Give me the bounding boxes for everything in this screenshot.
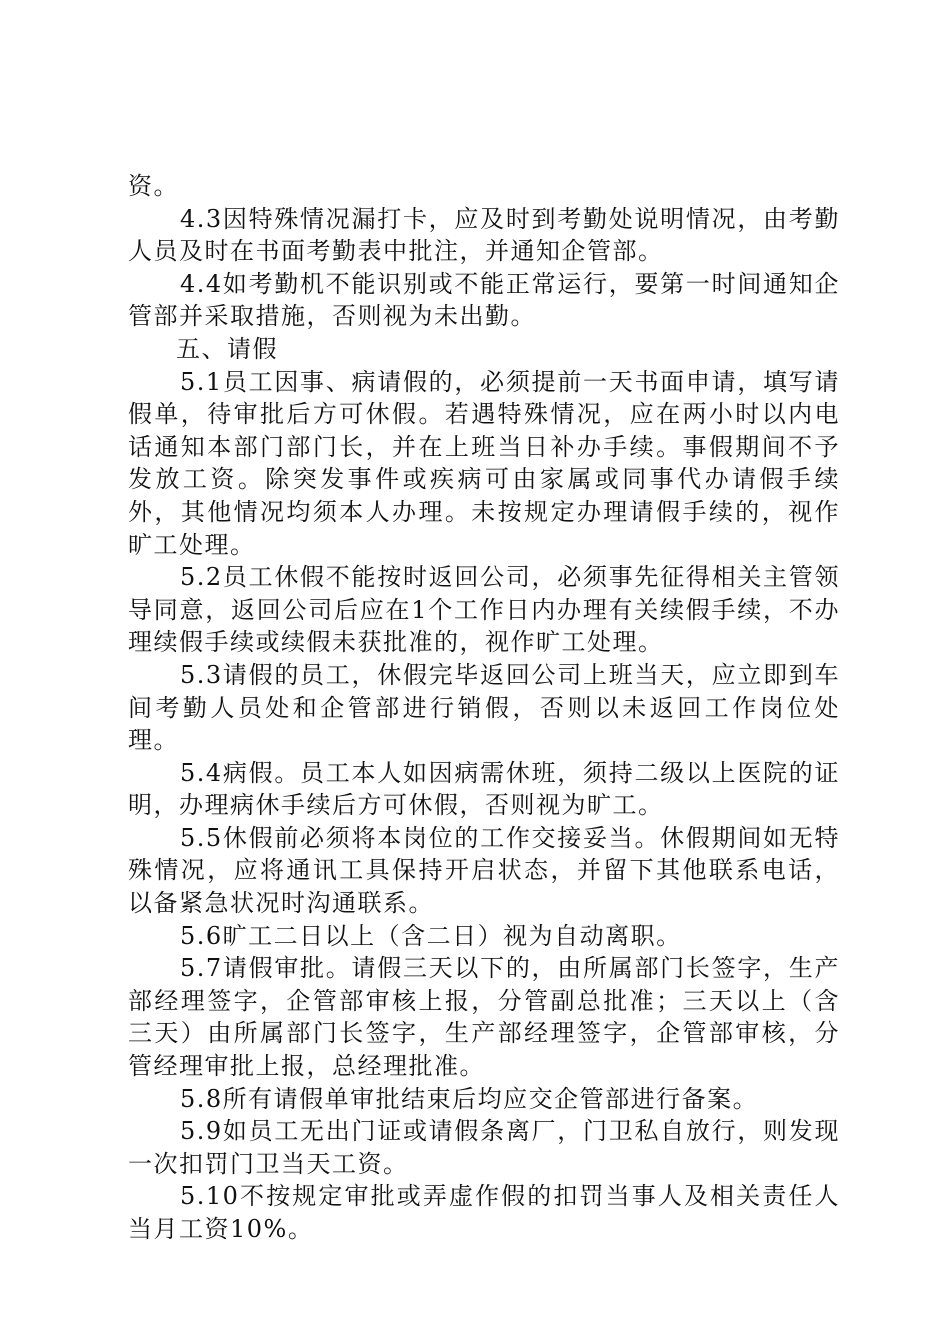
paragraph-5-8: 5.8所有请假单审批结束后均应交企管部进行备案。 (180, 1084, 759, 1113)
paragraph-5-4: 5.4病假。员工本人如因病需休班，须持二级以上医院的证明，办理病休手续后方可休假，否则视为旷工。 (128, 758, 840, 820)
paragraph-5-10: 5.10不按规定审批或弄虚作假的扣罚当事人及相关责任人当月工资10%。 (128, 1182, 840, 1243)
paragraph-5-7: 5.7请假审批。请假三天以下的，由所属部门长签字，生产部经理签字，企管部审核上报，分管副总批准；三天以上（含三天）由所属部门长签字，生产部经理签字，企管部审核，分管经理审批上报，总经理批准。 (128, 954, 840, 1081)
paragraph-continuation: 资。 (128, 172, 179, 200)
paragraph-5-5: 5.5休假前必须将本岗位的工作交接妥当。休假期间如无特殊情况，应将通讯工具保持开启状态，并留下其他联系电话，以备紧急状况时沟通联系。 (128, 823, 840, 918)
section-heading-leave: 五、请假 (176, 334, 278, 363)
paragraph-5-2: 5.2员工休假不能按时返回公司，必须事先征得相关主管领导同意，返回公司后应在1个工作日内办理有关续假手续，不办理续假手续或续假未获批准的，视作旷工处理。 (128, 563, 840, 657)
document-body (128, 170, 840, 1246)
paragraph-5-9: 5.9如员工无出门证或请假条离厂，门卫私自放行，则发现一次扣罚门卫当天工资。 (128, 1117, 840, 1178)
paragraph-5-3: 5.3请假的员工，休假完毕返回公司上班当天，应立即到车间考勤人员处和企管部进行销假，否则以未返回工作岗位处理。 (128, 660, 840, 755)
paragraph-5-6: 5.6旷工二日以上（含二日）视为自动离职。 (180, 921, 682, 950)
paragraph-5-1: 5.1员工因事、病请假的，必须提前一天书面申请，填写请假单，待审批后方可休假。若遇特殊情况，应在两小时以内电话通知本部门部门长，并在上班当日补办手续。事假期间不予发放工资。除突发事件或疾病可由家属或同事代办请假手续外，其他情况均须本人办理。未按规定办理请假手续的，视作旷工处理。 (128, 367, 840, 559)
paragraph-4-4: 4.4如考勤机不能识别或不能正常运行，要第一时间通知企管部并采取措施，否则视为未出勤。 (128, 269, 840, 331)
paragraph-4-3: 4.3因特殊情况漏打卡，应及时到考勤处说明情况，由考勤人员及时在书面考勤表中批注，并通知企管部。 (128, 204, 840, 266)
